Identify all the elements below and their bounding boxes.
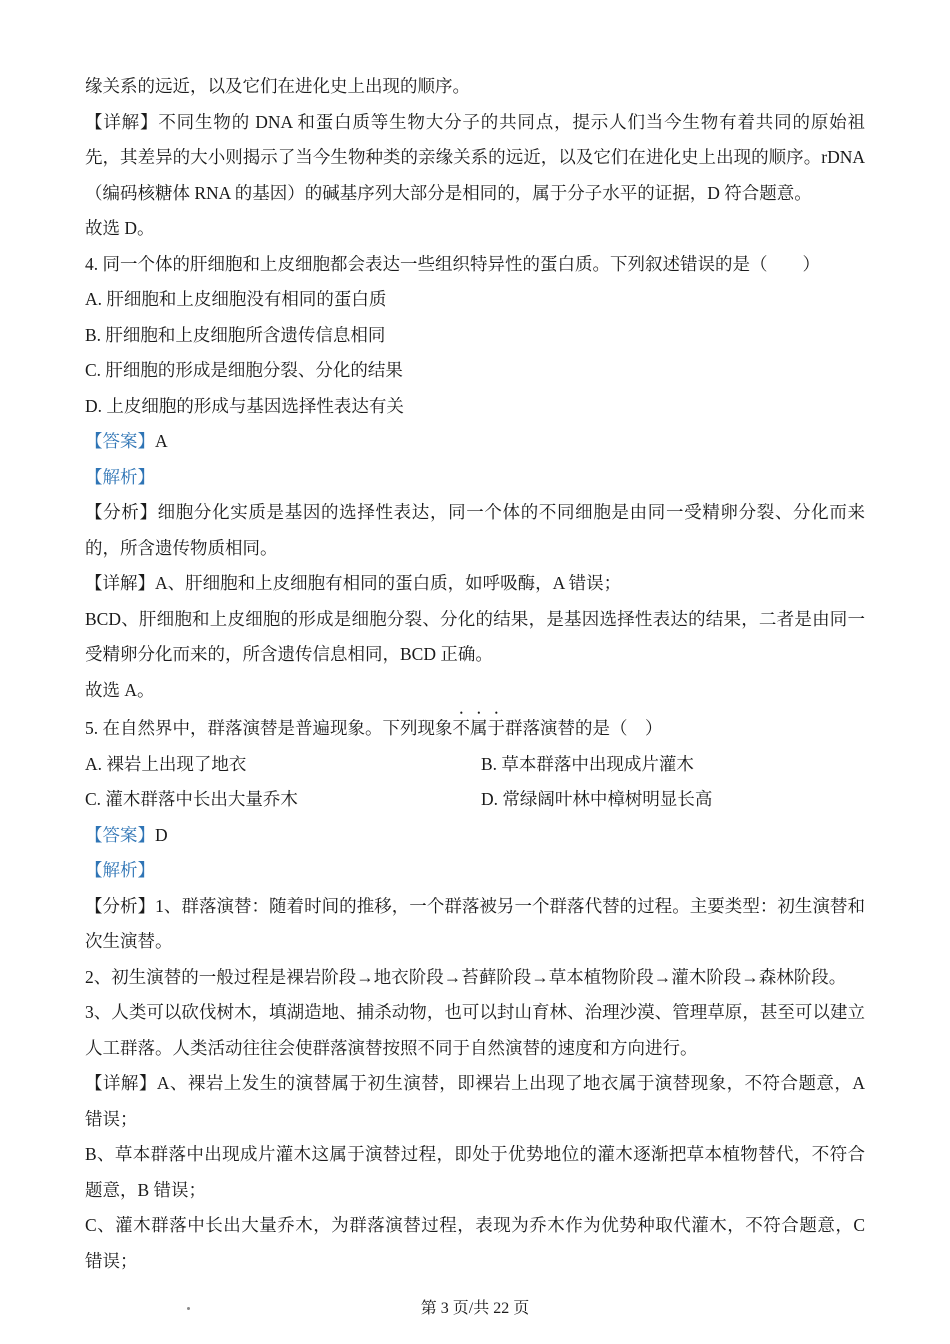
para-conclusion-q3 [85,211,865,247]
document-body [85,69,865,1279]
para-detail-q4-bcd [85,602,865,673]
question-4-option-a [85,282,865,318]
text-run: A [155,431,168,451]
para-analysis-q5-3 [85,995,865,1066]
para-analysis-q5-2 [85,960,865,996]
question-4-stem [85,247,865,283]
question-4-option-c [85,353,865,389]
question-4-option-d [85,389,865,425]
question-5-stem [85,708,865,747]
text-run: 【详解】A、裸岩上发生的演替属于初生演替，即裸岩上出现了地衣属于演替现象，不符合题意，A 错误； [85,1073,865,1129]
text-run: A. 肝细胞和上皮细胞没有相同的蛋白质 [85,289,387,309]
answer-label: 【答案】 [85,431,155,451]
text-run: 4. 同一个体的肝细胞和上皮细胞都会表达一些组织特异性的蛋白质。下列叙述错误的是（ ） [85,253,820,274]
para-detail-q5-b [85,1137,865,1208]
para-detail-q3 [85,105,865,212]
analysis-label-q5 [85,853,865,889]
page-number: 第 3 页/共 22 页 [420,1300,530,1317]
para-detail-q5-c [85,1208,865,1279]
text-run: D. 上皮细胞的形成与基因选择性表达有关 [85,395,404,416]
emphasized-text: 不属于 [452,718,505,738]
text-run: BCD、肝细胞和上皮细胞的形成是细胞分裂、分化的结果，是基因选择性表达的结果，二者是由同一受精卵分化而来的，所含遗传信息相同，BCD 正确。 [85,608,865,664]
text-run: B、草本群落中出现成片灌木这属于演替过程，即处于优势地位的灌木逐渐把草本植物替代，不符合题意，B 错误； [85,1144,865,1200]
question-4-option-b [85,318,865,354]
text-run: 【分析】1、群落演替：随着时间的推移，一个群落被另一个群落代替的过程。主要类型：初生演替和次生演替。 [85,895,865,951]
para-analysis-q5-1 [85,889,865,960]
para-detail-q4-a [85,566,865,602]
text-run: 【分析】细胞分化实质是基因的选择性表达，同一个体的不同细胞是由同一受精卵分裂、分化而来的，所含遗传物质相同。 [85,502,865,558]
question-5-options-row-1 [85,747,865,783]
text-run: 3、人类可以砍伐树木，填湖造地、捕杀动物，也可以封山育林、治理沙漠、管理草原，甚至可以建立人工群落。人类活动往往会使群落演替按照不同于自然演替的速度和方向进行。 [85,1002,865,1058]
text-run: 群落演替的是（ ） [505,718,663,738]
text-run: 【详解】不同生物的 DNA 和蛋白质等生物大分子的共同点，提示人们当今生物有着共同的原始祖先，其差异的大小则揭示了当今生物种类的亲缘关系的远近，以及它们在进化史上出现的顺序。rDNA（编码核糖体 RNA 的基因）的碱基序列大部分是相同的，属于分子水平的证据，D 符合题意。 [85,111,865,203]
text-run: 2、初生演替的一般过程是裸岩阶段→地衣阶段→苔藓阶段→草本植物阶段→灌木阶段→森林阶段。 [85,966,847,987]
answer-label: 【解析】 [85,860,155,880]
text-run: 缘关系的远近，以及它们在进化史上出现的顺序。 [85,76,470,96]
text-run: 故选 D。 [85,218,155,238]
para-detail-q5-a [85,1066,865,1137]
para-continuation [85,69,865,105]
option-left: C. 灌木群落中长出大量乔木 [85,789,298,809]
option-right: D. 常绿阔叶林中樟树明显长高 [481,789,713,809]
text-run: 【详解】A、肝细胞和上皮细胞有相同的蛋白质，如呼吸酶，A 错误； [85,573,622,593]
answer-q5 [85,818,865,854]
page-footer [0,1298,950,1320]
text-run: B. 肝细胞和上皮细胞所含遗传信息相同 [85,324,386,345]
text-run: 故选 A。 [85,679,155,700]
answer-label: 【答案】 [85,824,155,845]
para-analysis-q4 [85,495,865,566]
text-run: C、灌木群落中长出大量乔木，为群落演替过程，表现为乔木作为优势种取代灌木，不符合题意，C 错误； [85,1215,865,1271]
text-run: C. 肝细胞的形成是细胞分裂、分化的结果 [85,360,403,380]
answer-q4 [85,424,865,460]
analysis-label-q4 [85,460,865,496]
answer-label: 【解析】 [85,466,155,487]
question-5-options-row-2 [85,782,865,818]
text-run: 5. 在自然界中，群落演替是普遍现象。下列现象 [85,718,453,738]
text-run: D [155,824,168,845]
option-left: A. 裸岩上出现了地衣 [85,753,247,774]
option-right: B. 草本群落中出现成片灌木 [481,753,694,774]
para-conclusion-q4 [85,673,865,709]
